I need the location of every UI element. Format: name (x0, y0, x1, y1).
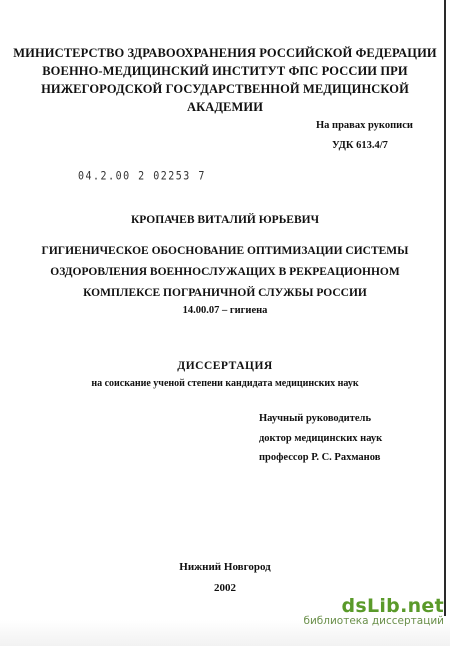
watermark[interactable] (303, 595, 444, 627)
watermark-logo[interactable]: dsLib.net (341, 595, 444, 617)
header-ministry: МИНИСТЕРСТВО ЗДРАВООХРАНЕНИЯ РОССИЙСКОЙ ФЕДЕРАЦИИ (13, 46, 437, 60)
supervisor-name: профессор Р. С. Рахманов (259, 452, 381, 463)
rights-note: На правах рукописи (316, 120, 413, 131)
header-academy: НИЖЕГОРОДСКОЙ ГОСУДАРСТВЕННОЙ МЕДИЦИНСКОЙ (41, 82, 409, 96)
city: Нижний Новгород (179, 561, 271, 573)
title-line-1: ГИГИЕНИЧЕСКОЕ ОБОСНОВАНИЕ ОПТИМИЗАЦИИ СИСТЕМЫ (41, 245, 409, 257)
document-type: ДИССЕРТАЦИЯ (177, 360, 273, 372)
title-line-3: КОМПЛЕКСЕ ПОГРАНИЧНОЙ СЛУЖБЫ РОССИИ (83, 287, 367, 299)
watermark-subtitle: библиотека диссертаций (303, 615, 444, 627)
header-institute: ВОЕННО-МЕДИЦИНСКИЙ ИНСТИТУТ ФПС РОССИИ ПРИ (42, 64, 408, 78)
registration-stamp: 04.2.00 2 02253 7 (78, 170, 206, 183)
header-academy-cont: АКАДЕМИИ (186, 100, 264, 114)
author-name: КРОПАЧЕВ ВИТАЛИЙ ЮРЬЕВИЧ (130, 214, 320, 226)
year: 2002 (214, 582, 236, 594)
supervisor-degree: доктор медицинских наук (259, 433, 383, 444)
supervisor-role: Научный руководитель (259, 413, 371, 424)
title-line-2: ОЗДОРОВЛЕНИЯ ВОЕННОСЛУЖАЩИХ В РЕКРЕАЦИОННОМ (50, 266, 400, 278)
specialty-code: 14.00.07 – гигиена (182, 305, 268, 316)
udk-code: УДК 613.4/7 (332, 140, 388, 151)
degree-line: на соискание ученой степени кандидата медицинских наук (91, 378, 359, 389)
